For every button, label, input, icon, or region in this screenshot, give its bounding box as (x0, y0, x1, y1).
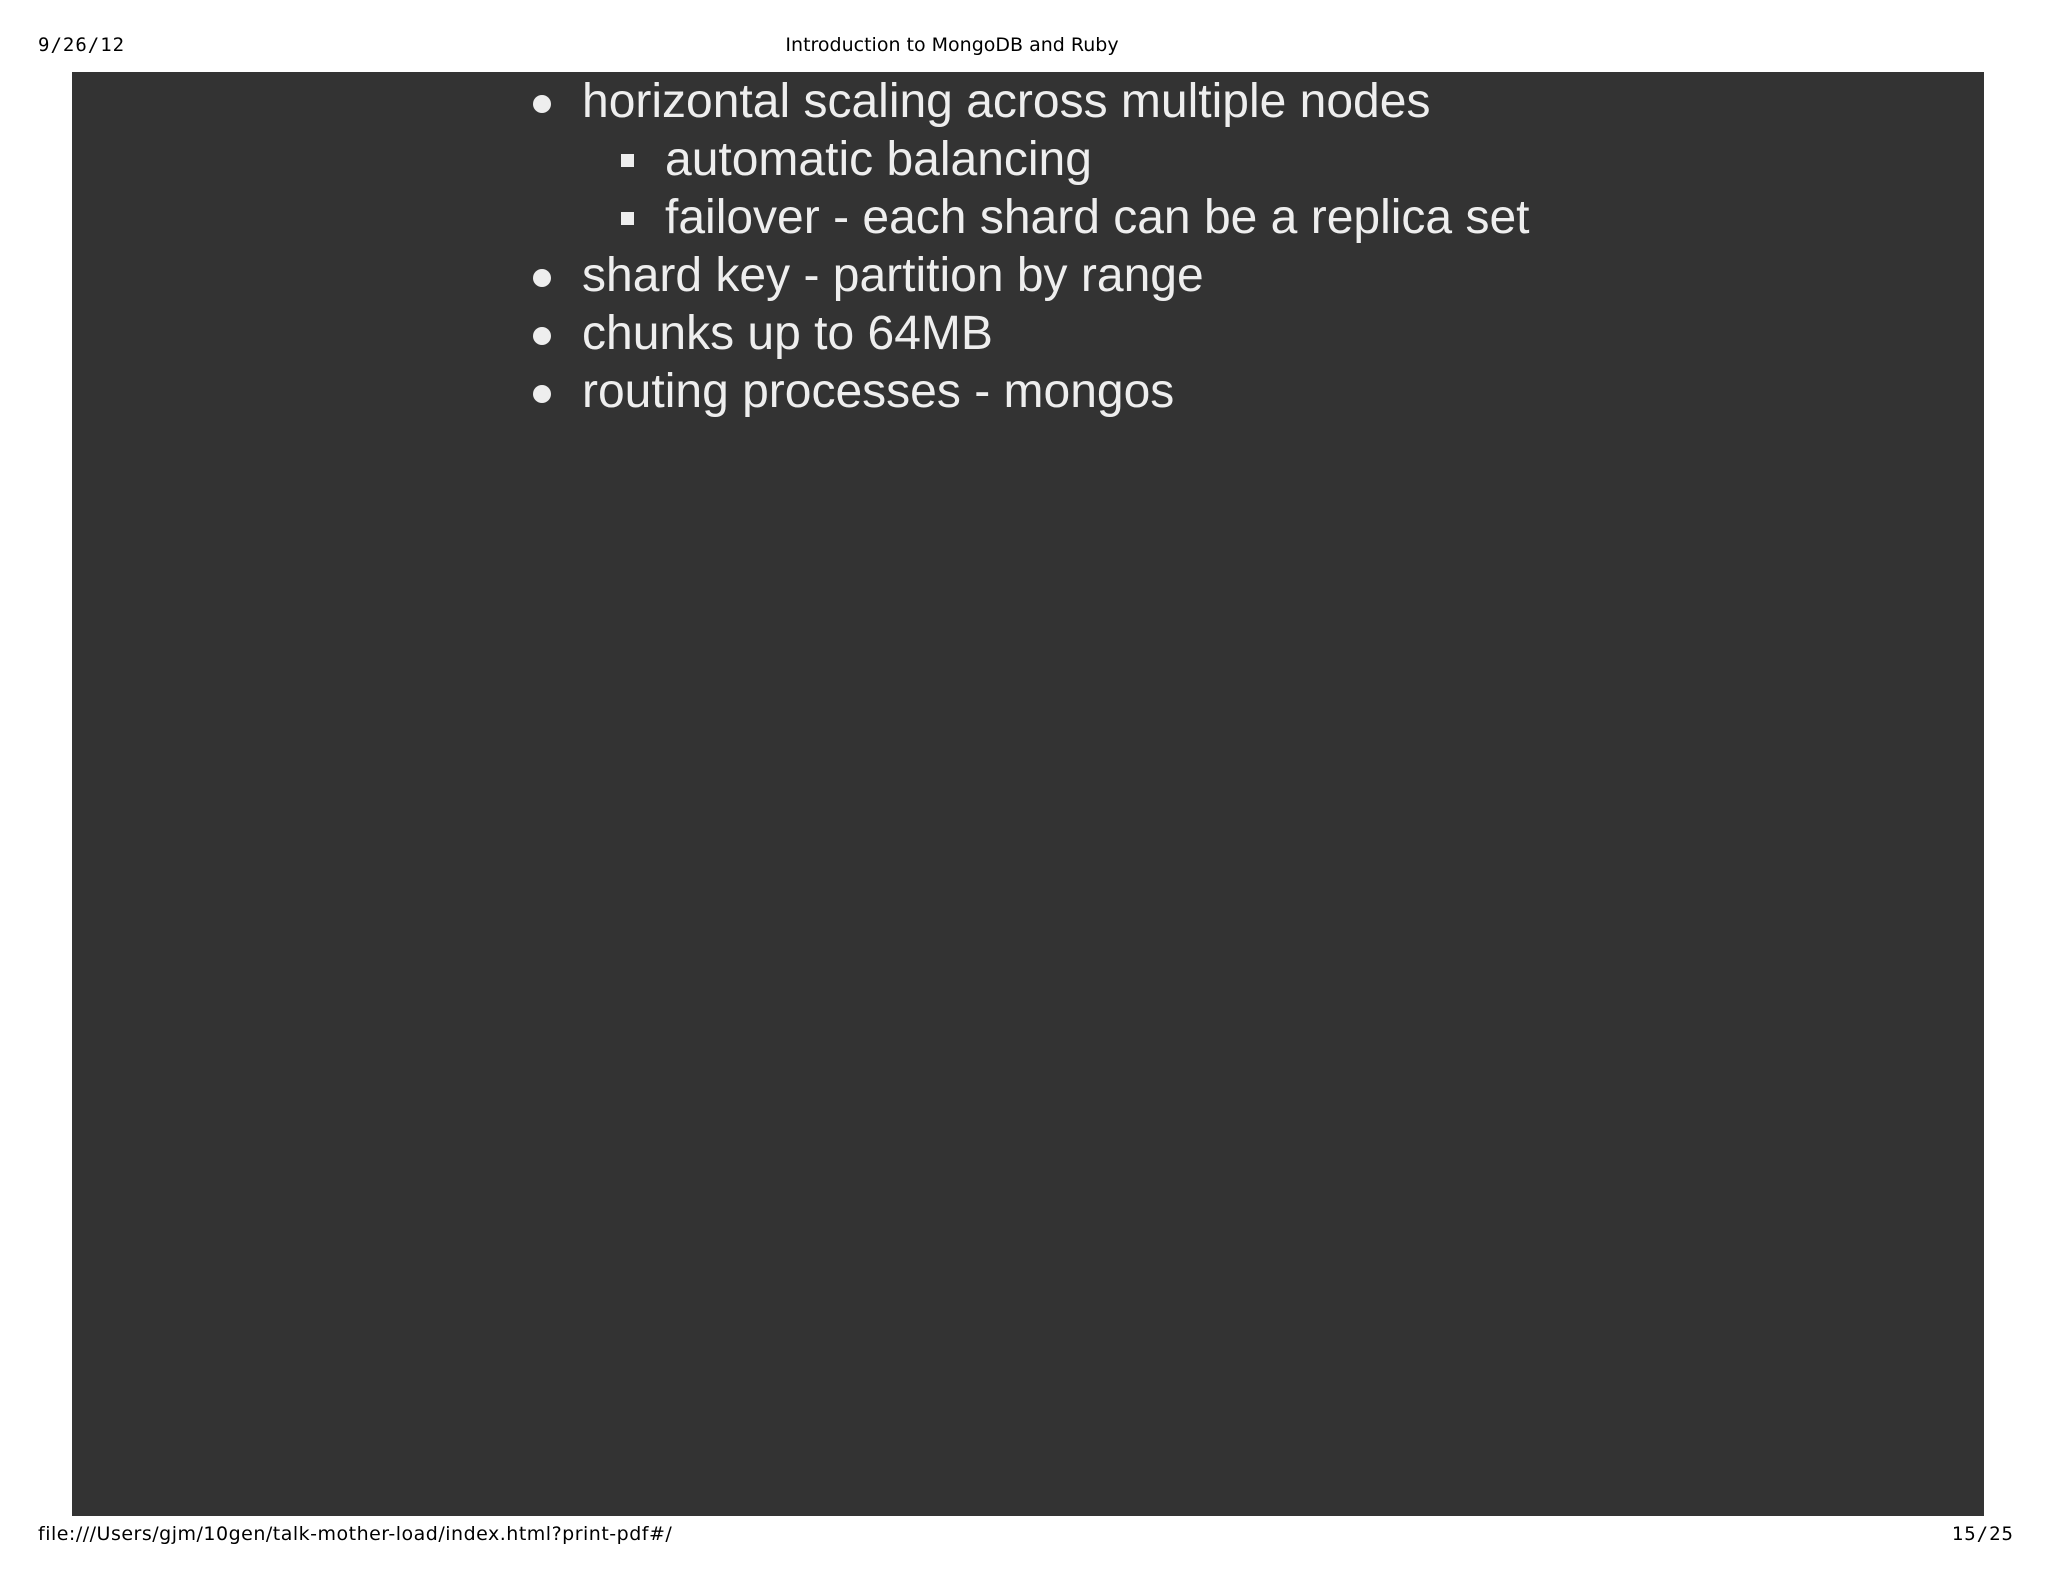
print-url: file:///Users/gjm/10gen/talk-mother-load/index.html?print-pdf#/ (38, 1523, 673, 1545)
slide (72, 72, 1984, 1516)
bullet-item: automatic balancing (665, 133, 1092, 186)
bullet-item: shard key - partition by range (582, 249, 1204, 302)
bullet-item: horizontal scaling across multiple nodes (582, 75, 1431, 128)
print-title: Introduction to MongoDB and Ruby (785, 34, 1119, 56)
bullet-dot-icon (533, 327, 551, 345)
page-number: 15/25 (1951, 1523, 2014, 1545)
bullet-item: failover - each shard can be a replica set (665, 191, 1530, 244)
bullet-item: routing processes - mongos (582, 365, 1175, 418)
bullet-square-icon (621, 154, 634, 167)
bullet-square-icon (621, 212, 634, 225)
bullet-item: chunks up to 64MB (582, 307, 993, 360)
bullet-dot-icon (533, 385, 551, 403)
bullet-dot-icon (533, 95, 551, 113)
bullet-dot-icon (533, 269, 551, 287)
print-date: 9/26/12 (38, 34, 126, 56)
